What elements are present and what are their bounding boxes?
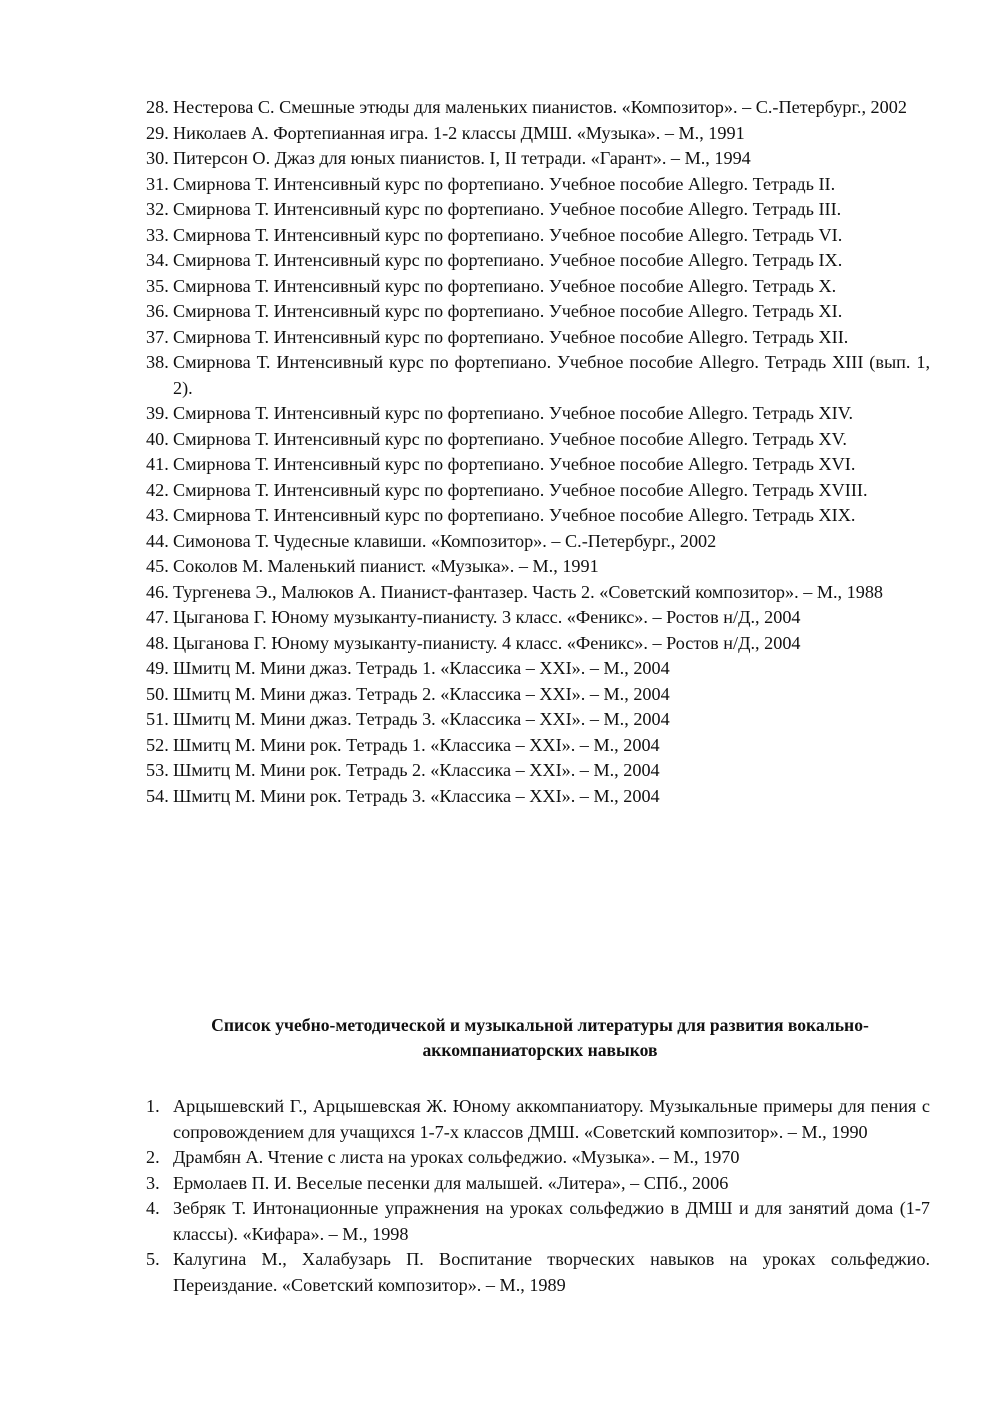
item-text: Тургенева Э., Малюков А. Пианист-фантазер. Часть 2. «Советский композитор». – М., 1988 xyxy=(173,581,884,602)
item-text: Смирнова Т. Интенсивный курс по фортепиано. Учебное пособие Allegro. Тетрадь XVIII. xyxy=(173,479,868,500)
item-number: 29. xyxy=(146,122,169,143)
list-item xyxy=(146,1145,930,1171)
item-text: Смирнова Т. Интенсивный курс по фортепиано. Учебное пособие Allegro. Тетрадь XI. xyxy=(173,301,843,321)
item-text: Смирнова Т. Интенсивный курс по фортепиано. Учебное пособие Allegro. Тетрадь VI. xyxy=(173,224,843,245)
item-number: 42. xyxy=(146,479,169,500)
item-number: 40. xyxy=(146,428,169,449)
item-text: Смирнова Т. Интенсивный курс по фортепиано. Учебное пособие Allegro. Тетрадь XVI. xyxy=(173,454,856,474)
item-number: 34. xyxy=(146,250,169,270)
item-number: 50. xyxy=(146,683,169,704)
item-number: 43. xyxy=(146,505,169,525)
item-number: 3. xyxy=(146,1172,160,1193)
item-number: 28. xyxy=(146,97,169,117)
list-item xyxy=(146,172,930,198)
item-number: 36. xyxy=(146,301,169,321)
item-number: 2. xyxy=(146,1147,160,1167)
item-number: 44. xyxy=(146,530,169,551)
item-text: Смирнова Т. Интенсивный курс по фортепиано. Учебное пособие Allegro. Тетрадь III. xyxy=(173,199,842,219)
item-number: 48. xyxy=(146,632,169,653)
item-text: Ермолаев П. И. Веселые песенки для малышей. «Литера», – СПб., 2006 xyxy=(173,1172,729,1193)
item-number: 41. xyxy=(146,454,169,474)
item-text: Шмитц М. Мини джаз. Тетрадь 2. «Классика – XXI». – М., 2004 xyxy=(173,683,670,704)
item-number: 54. xyxy=(146,785,169,806)
list-item xyxy=(146,478,930,504)
item-text: Шмитц М. Мини рок. Тетрадь 2. «Классика – XXI». – М., 2004 xyxy=(173,760,660,780)
item-number: 1. xyxy=(146,1096,160,1116)
item-text: Шмитц М. Мини джаз. Тетрадь 1. «Классика – XXI». – М., 2004 xyxy=(173,658,670,678)
item-number: 30. xyxy=(146,148,169,168)
item-number: 33. xyxy=(146,224,169,245)
item-text: Шмитц М. Мини рок. Тетрадь 1. «Классика – XXI». – М., 2004 xyxy=(173,734,660,755)
item-number: 31. xyxy=(146,173,169,194)
list-item xyxy=(146,1094,930,1145)
list-item xyxy=(146,427,930,453)
item-text: Цыганова Г. Юному музыканту-пианисту. 4 класс. «Феникс». – Ростов н/Д., 2004 xyxy=(173,632,801,653)
item-number: 38. xyxy=(146,352,169,372)
list-item xyxy=(146,503,930,529)
list-item xyxy=(146,274,930,300)
list-item xyxy=(146,146,930,172)
item-number: 35. xyxy=(146,275,169,296)
item-text: Соколов М. Маленький пианист. «Музыка». – М., 1991 xyxy=(173,556,599,576)
list-item xyxy=(146,758,930,784)
bibliography-list-vocal xyxy=(146,1094,930,1298)
item-text: Драмбян А. Чтение с листа на уроках сольфеджио. «Музыка». – М., 1970 xyxy=(173,1147,740,1167)
item-number: 47. xyxy=(146,607,169,627)
item-text: Арцышевский Г., Арцышевская Ж. Юному аккомпаниатору. Музыкальные примеры для пения с сопровождением для учащихся 1-7-х классов ДМШ. «Советский композитор». – М., 1990 xyxy=(173,1096,930,1142)
list-item xyxy=(146,580,930,606)
item-number: 37. xyxy=(146,326,169,347)
list-item xyxy=(146,197,930,223)
item-text: Нестерова С. Смешные этюды для маленьких пианистов. «Композитор». – С.-Петербург., 2002 xyxy=(173,97,907,117)
list-item xyxy=(146,95,930,121)
item-text: Смирнова Т. Интенсивный курс по фортепиано. Учебное пособие Allegro. Тетрадь XIX. xyxy=(173,505,856,525)
item-text: Шмитц М. Мини джаз. Тетрадь 3. «Классика – XXI». – М., 2004 xyxy=(173,709,670,729)
list-item xyxy=(146,682,930,708)
item-text: Смирнова Т. Интенсивный курс по фортепиано. Учебное пособие Allegro. Тетрадь IX. xyxy=(173,250,843,270)
item-number: 32. xyxy=(146,199,169,219)
item-text: Смирнова Т. Интенсивный курс по фортепиано. Учебное пособие Allegro. Тетрадь X. xyxy=(173,275,837,296)
item-text: Зебряк Т. Интонационные упражнения на уроках сольфеджио в ДМШ и для занятий дома (1-7 классы). «Кифара». – М., 1998 xyxy=(173,1198,930,1244)
item-number: 49. xyxy=(146,658,169,678)
list-item xyxy=(146,605,930,631)
list-item xyxy=(146,1196,930,1247)
list-item xyxy=(146,784,930,810)
list-item xyxy=(146,452,930,478)
item-number: 4. xyxy=(146,1198,160,1218)
item-text: Смирнова Т. Интенсивный курс по фортепиано. Учебное пособие Allegro. Тетрадь XV. xyxy=(173,428,847,449)
list-item xyxy=(146,733,930,759)
item-text: Смирнова Т. Интенсивный курс по фортепиано. Учебное пособие Allegro. Тетрадь XIV. xyxy=(173,403,854,423)
list-item xyxy=(146,350,930,401)
item-text: Николаев А. Фортепианная игра. 1-2 классы ДМШ. «Музыка». – М., 1991 xyxy=(173,122,745,143)
item-text: Смирнова Т. Интенсивный курс по фортепиано. Учебное пособие Allegro. Тетрадь XII. xyxy=(173,326,849,347)
item-text: Питерсон О. Джаз для юных пианистов. I, II тетради. «Гарант». – М., 1994 xyxy=(173,148,751,168)
item-number: 39. xyxy=(146,403,169,423)
item-number: 5. xyxy=(146,1249,160,1269)
list-item xyxy=(146,325,930,351)
list-item xyxy=(146,631,930,657)
item-text: Смирнова Т. Интенсивный курс по фортепиано. Учебное пособие Allegro. Тетрадь II. xyxy=(173,173,836,194)
list-item xyxy=(146,248,930,274)
item-text: Симонова Т. Чудесные клавиши. «Композитор». – С.-Петербург., 2002 xyxy=(173,530,717,551)
item-number: 51. xyxy=(146,709,169,729)
list-item xyxy=(146,401,930,427)
item-number: 46. xyxy=(146,581,169,602)
list-item xyxy=(146,1247,930,1298)
section-title: Список учебно-методической и музыкальной литературы для развития вокально-аккомпаниаторских навыков xyxy=(211,1015,869,1060)
list-item xyxy=(146,299,930,325)
list-item xyxy=(146,223,930,249)
item-text: Калугина М., Халабузарь П. Воспитание творческих навыков на уроках сольфеджио. Переиздание. «Советский композитор». – М., 1989 xyxy=(173,1249,930,1295)
item-number: 45. xyxy=(146,556,169,576)
bibliography-list-piano xyxy=(146,95,930,809)
list-item xyxy=(146,554,930,580)
item-number: 53. xyxy=(146,760,169,780)
item-text: Шмитц М. Мини рок. Тетрадь 3. «Классика – XXI». – М., 2004 xyxy=(173,785,660,806)
list-item xyxy=(146,121,930,147)
list-item xyxy=(146,656,930,682)
item-number: 52. xyxy=(146,734,169,755)
list-item xyxy=(146,1171,930,1197)
list-item xyxy=(146,529,930,555)
item-text: Смирнова Т. Интенсивный курс по фортепиано. Учебное пособие Allegro. Тетрадь XIII (вып. 1, 2). xyxy=(173,352,930,398)
item-text: Цыганова Г. Юному музыканту-пианисту. 3 класс. «Феникс». – Ростов н/Д., 2004 xyxy=(173,607,801,627)
list-item xyxy=(146,707,930,733)
